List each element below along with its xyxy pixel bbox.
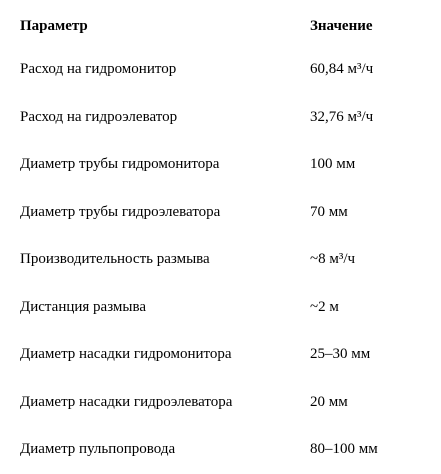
row-value: 20 мм <box>310 393 348 410</box>
row-value: ~8 м³/ч <box>310 251 356 268</box>
header-parameter: Параметр <box>20 17 88 34</box>
row-parameter: Диаметр пульпопровода <box>20 441 176 458</box>
row-parameter: Диаметр трубы гидромонитора <box>20 156 220 173</box>
table-row <box>0 426 441 474</box>
row-parameter: Расход на гидроэлеватор <box>20 108 178 125</box>
table-row <box>0 94 441 142</box>
row-value: 25–30 мм <box>310 346 371 363</box>
row-value: 70 мм <box>310 203 348 220</box>
row-value: 60,84 м³/ч <box>310 61 374 78</box>
row-value: 80–100 мм <box>310 441 378 458</box>
header-value: Значение <box>310 17 373 34</box>
table-row <box>0 236 441 284</box>
table-row <box>0 284 441 332</box>
row-parameter: Производительность размыва <box>20 251 210 268</box>
table-header-row <box>0 0 441 46</box>
row-parameter: Дистанция размыва <box>20 298 147 315</box>
row-parameter: Диаметр трубы гидроэлеватора <box>20 203 221 220</box>
row-value: 32,76 м³/ч <box>310 108 374 125</box>
table-row <box>0 141 441 189</box>
row-parameter: Расход на гидромонитор <box>20 61 177 78</box>
row-value: ~2 м <box>310 298 339 315</box>
row-parameter: Диаметр насадки гидроэлеватора <box>20 393 233 410</box>
table-row <box>0 189 441 237</box>
table-row <box>0 379 441 427</box>
table-row <box>0 331 441 379</box>
row-value: 100 мм <box>310 156 356 173</box>
row-parameter: Диаметр насадки гидромонитора <box>20 346 232 363</box>
table-row <box>0 46 441 94</box>
